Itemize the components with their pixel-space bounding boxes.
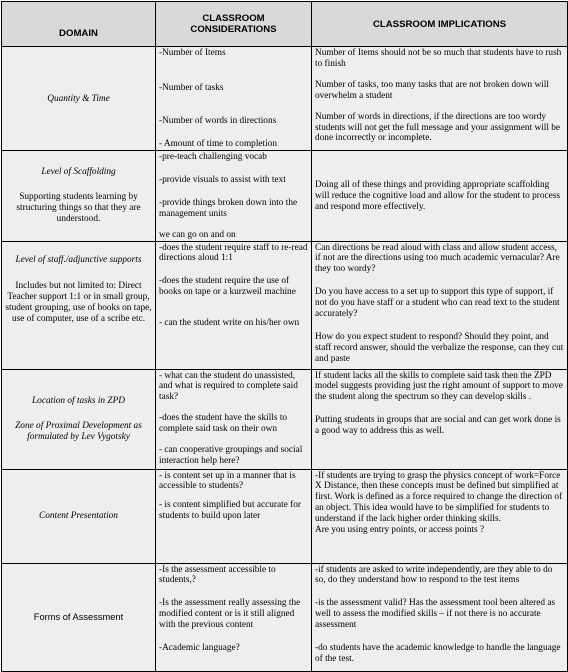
implication-item: -is the assessment valid? Has the assessment tool been altered as well to assess the modified skills – if not there is no accurate assessment: [315, 598, 556, 631]
consideration-item: -does the student have the skills to complete said task on their own: [159, 413, 288, 435]
implication-item: Doing all of these things and providing appropriate scaffolding will reduce the cognitive load and allow for the student to process and respond more effectively.: [315, 179, 561, 212]
implication-item: Can directions be read aloud with class and allow student access, if not are the directions using too much academic vernacular? Are they too wordy?: [315, 242, 560, 275]
consideration-item: - is content set up in a manner that is accessible to students?: [159, 470, 296, 492]
implication-item: Putting students in groups that are social and can get work done is a good way to address this as well.: [315, 415, 561, 437]
implications-cell: [312, 241, 568, 369]
consideration-item: -Number of Items: [159, 48, 226, 58]
domain-title: Level of Scaffolding: [41, 167, 116, 178]
domain-title: Location of tasks in ZPD: [32, 396, 125, 407]
implication-item: -do students have the academic knowledge to handle the language of the test.: [315, 643, 561, 664]
implications-cell: [312, 563, 568, 671]
domain-description: Supporting students learning by structuring things so that they are understood.: [16, 192, 141, 225]
implications-cell: [312, 151, 568, 242]
considerations-cell: [156, 563, 312, 671]
domain-title: Forms of Assessment: [33, 612, 124, 623]
header-considerations: CLASSROOM CONSIDERATIONS: [156, 2, 312, 47]
consideration-item: -does the student require staff to re-read directions aloud 1:1: [159, 242, 308, 264]
table-row-assessment: [2, 563, 568, 671]
domain-title: Content Presentation: [39, 511, 118, 522]
consideration-item: - Amount of time to completion: [159, 138, 278, 149]
considerations-cell: [156, 241, 312, 369]
consideration-item: - is content simplified but accurate for students to build upon later: [159, 500, 301, 522]
table-row-content-presentation: [2, 469, 568, 563]
consideration-item: -provide visuals to assist with text: [159, 174, 286, 185]
implication-item: Number of tasks, too many tasks that are not broken down will overwhelm a student: [315, 79, 549, 101]
implication-item: If student lacks all the skills to complete said task then the ZPD model suggests providing just the right amount of support to move the student along the spectrum so they can develop skills .: [315, 370, 563, 403]
domain-cell: [2, 151, 156, 242]
domain-cell: [2, 47, 156, 151]
considerations-cell: [156, 469, 312, 563]
consideration-item: -does the student require the use of books on tape or a kurzweil machine: [159, 276, 296, 298]
strategies-table: [1, 1, 568, 672]
consideration-item: -Is the assessment accessible to students,?: [159, 564, 276, 586]
consideration-item: -Number of words in directions: [159, 115, 277, 126]
implication-item: Do you have access to a set up to support this type of support, if not do you have staff or a student who can read text to the student accurately?: [315, 287, 560, 320]
implications-cell: [312, 369, 568, 469]
header-row: [2, 2, 568, 47]
implications-cell: [312, 469, 568, 563]
domain-title: Quantity & Time: [47, 93, 110, 104]
considerations-cell: [156, 47, 312, 151]
table-row-staff-supports: [2, 241, 568, 369]
consideration-item: - can the student write on his/her own: [159, 318, 300, 329]
implication-item: Number of Items should not be so much that students have to rush to finish: [315, 48, 562, 69]
consideration-item: - what can the student do unassisted, and what is required to complete said task?: [159, 370, 298, 403]
table-row-zpd: [2, 369, 568, 469]
domain-title: Level of staff./adjunctive supports: [15, 254, 142, 265]
implication-item: Are you using entry points, or access points ?: [315, 525, 485, 536]
consideration-item: -pre-teach challenging vocab: [159, 152, 267, 162]
implication-item: -if students are asked to write independently, are they able to do so, do they understand how to respond to the test items: [315, 564, 553, 586]
domain-cell: [2, 563, 156, 671]
table-row-quantity-time: [2, 47, 568, 151]
header-implications: CLASSROOM IMPLICATIONS: [312, 2, 568, 47]
domain-cell: [2, 241, 156, 369]
consideration-item: - can cooperative groupings and social interaction help here?: [159, 445, 303, 466]
consideration-item: -Is the assessment really assessing the modified content or is it still aligned with the previous content: [159, 598, 301, 631]
consideration-item: -Academic language?: [159, 643, 240, 654]
implication-item: How do you expect student to respond? Should they point, and staff record answer, should the verbalize the response, can they cut and paste: [315, 331, 564, 364]
domain-cell: [2, 369, 156, 469]
implications-cell: [312, 47, 568, 151]
domain-description: Zone of Proximal Development as formulated by Lev Vygotsky: [15, 421, 142, 442]
header-domain: DOMAIN: [2, 2, 156, 47]
consideration-item: -provide things broken down into the management units: [159, 197, 298, 219]
consideration-item: -Number of tasks: [159, 82, 224, 93]
considerations-cell: [156, 369, 312, 469]
considerations-cell: [156, 151, 312, 242]
consideration-item: we can go on and on: [159, 229, 236, 240]
implication-item: Number of words in directions, if the directions are too wordy students will not get the full message and your assignment will be done incorrectly or incomplete.: [315, 111, 561, 144]
domain-description: Includes but not limited to: Direct Teacher support 1:1 or in small group, student grouping, use of books on tape, use of computer, use of a scribe etc.: [5, 281, 152, 325]
implication-item: -If students are trying to grasp the physics concept of work=Force X Distance, then these concepts must be defined but simplified at first. Work is defined as a force required to change the direction of an object. This idea would have to be simplified for students to understand if the lack higher order thinking skills.: [315, 470, 563, 525]
table-row-scaffolding: [2, 151, 568, 242]
domain-cell: [2, 469, 156, 563]
